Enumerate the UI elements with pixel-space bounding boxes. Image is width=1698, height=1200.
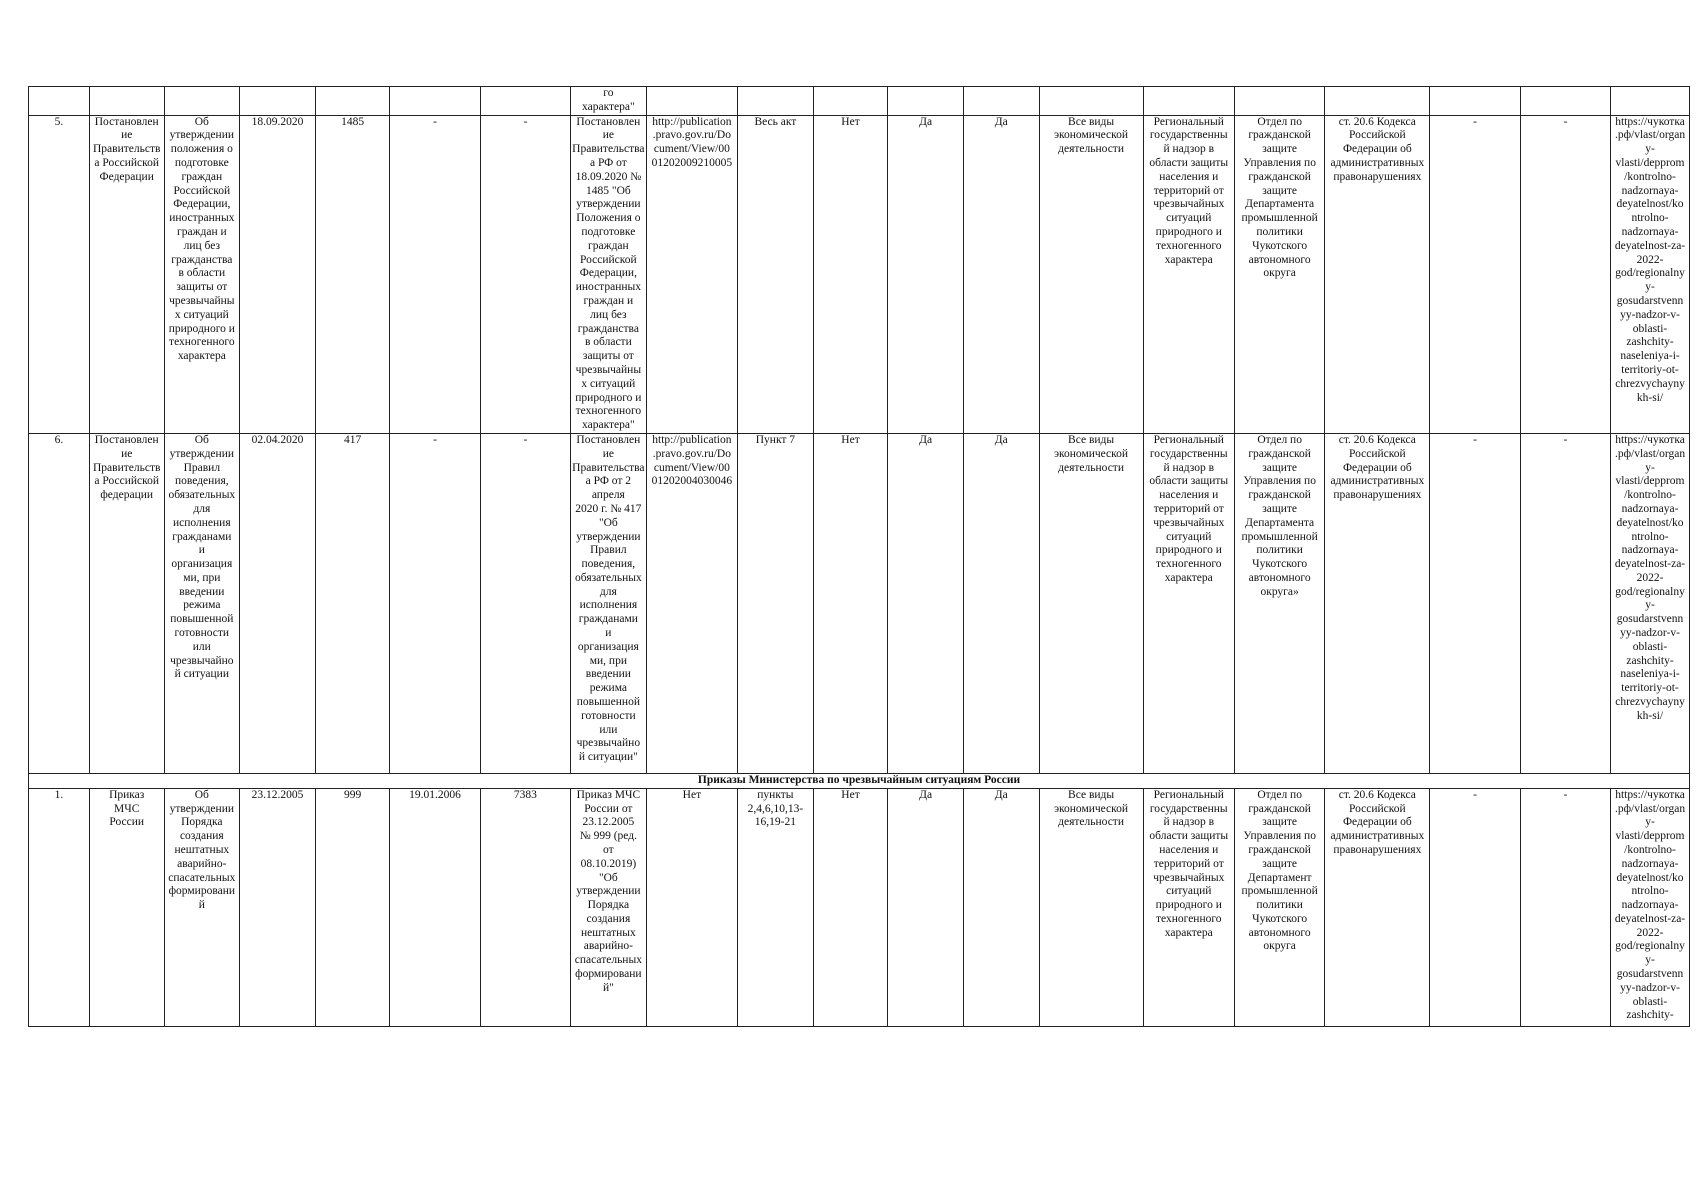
dash-cell: - — [1520, 433, 1610, 773]
dash-cell: - — [1520, 788, 1610, 1026]
liability-cell: ст. 20.6 Кодекса Российской Федерации об административных правонарушениях — [1325, 433, 1430, 773]
requirements-table — [28, 86, 1690, 1027]
dash-cell: - — [1430, 115, 1520, 433]
continuation-row — [29, 87, 1690, 116]
control-type-cell: Региональный государственны й надзор в области защиты населения и территорий от чрезвычайных ситуаций природного и техногенного характера — [1143, 788, 1234, 1026]
full-name-cell: го характера" — [571, 87, 647, 116]
document-type-cell: Постановлен ие Правительств а Российской Федерации — [89, 115, 164, 433]
dash-cell: - — [1430, 433, 1520, 773]
registration-number-cell: - — [480, 115, 570, 433]
table-row — [29, 115, 1690, 433]
flag-cell: Да — [888, 433, 964, 773]
activity-type-cell: Все виды экономической деятельности — [1039, 788, 1143, 1026]
flag-cell: Нет — [813, 115, 888, 433]
document-title-cell: Об утверждении Порядка создания нештатных аварийно- спасательных формировани й — [164, 788, 240, 1026]
guidance-url-cell: https://чукотка .рф/vlast/organ y- vlasti/depprom /kontrolno- nadzornaya- deyatelnost/ko ntrolno- nadzornaya- deyatelnost-za- 2022- god/regionalny y- gosudarstvenn yy-nadzor-v- oblasti- zashchity- naseleniya-i- territoriy-ot- chrezvychayny kh-si/ — [1611, 115, 1690, 433]
activity-type-cell: Все виды экономической деятельности — [1039, 115, 1143, 433]
row-number-cell: 5. — [29, 115, 90, 433]
control-authority-cell: Отдел по гражданской защите Управления по гражданской защите Департамент промышленной политики Чукотского автономного округа — [1234, 788, 1324, 1026]
document-number-cell: 417 — [315, 433, 390, 773]
document-title-cell: Об утверждении Правил поведения, обязательных для исполнения гражданами и организация ми, при введении режима повышенной готовности или чрезвычайно й ситуации — [164, 433, 240, 773]
registration-number-cell: 7383 — [480, 788, 570, 1026]
document-type-cell: Приказ МЧС России — [89, 788, 164, 1026]
registration-date-cell: - — [390, 115, 480, 433]
row-number-cell: 1. — [29, 788, 90, 1026]
guidance-url-cell: https://чукотка .рф/vlast/organ y- vlasti/depprom /kontrolno- nadzornaya- deyatelnost/ko ntrolno- nadzornaya- deyatelnost-za- 2022- god/regionalny y- gosudarstvenn yy-nadzor-v- oblasti- zashchity- — [1611, 788, 1690, 1026]
guidance-url-cell: https://чукотка .рф/vlast/organ y- vlasti/depprom /kontrolno- nadzornaya- deyatelnost/ko ntrolno- nadzornaya- deyatelnost-za- 2022- god/regionalny y- gosudarstvenn yy-nadzor-v- oblasti- zashchity- naseleniya-i- territoriy-ot- chrezvychayny kh-si/ — [1611, 433, 1690, 773]
document-number-cell: 999 — [315, 788, 390, 1026]
control-authority-cell: Отдел по гражданской защите Управления по гражданской защите Департамента промышленной политики Чукотского автономного округа» — [1234, 433, 1324, 773]
structural-units-cell: пункты 2,4,6,10,13- 16,19-21 — [738, 788, 814, 1026]
full-name-cell: Приказ МЧС России от 23.12.2005 № 999 (ред. от 08.10.2019) "Об утверждении Порядка создания нештатных аварийно- спасательных формировани й" — [571, 788, 647, 1026]
structural-units-cell: Пункт 7 — [738, 433, 814, 773]
control-type-cell: Региональный государственны й надзор в области защиты населения и территорий от чрезвычайных ситуаций природного и техногенного характера — [1143, 433, 1234, 773]
registration-number-cell: - — [480, 433, 570, 773]
flag-cell: Да — [888, 115, 964, 433]
dash-cell: - — [1520, 115, 1610, 433]
control-authority-cell: Отдел по гражданской защите Управления по гражданской защите Департамента промышленной политики Чукотского автономного округа — [1234, 115, 1324, 433]
full-name-cell: Постановлен ие Правительства а РФ от 18.09.2020 № 1485 "Об утверждении Положения о подготовке граждан Российской Федерации, иностранных граждан и лиц без гражданства в области защиты от чрезвычайны х ситуаций природного и техногенного характера" — [571, 115, 647, 433]
control-type-cell: Региональный государственны й надзор в области защиты населения и территорий от чрезвычайных ситуаций природного и техногенного характера — [1143, 115, 1234, 433]
publication-link-cell: Нет — [646, 788, 737, 1026]
flag-cell: Да — [888, 788, 964, 1026]
structural-units-cell: Весь акт — [738, 115, 814, 433]
liability-cell: ст. 20.6 Кодекса Российской Федерации об административных правонарушениях — [1325, 788, 1430, 1026]
liability-cell: ст. 20.6 Кодекса Российской Федерации об административных правонарушениях — [1325, 115, 1430, 433]
flag-cell: Да — [963, 788, 1039, 1026]
document-number-cell: 1485 — [315, 115, 390, 433]
flag-cell: Нет — [813, 788, 888, 1026]
registration-date-cell: - — [390, 433, 480, 773]
table-row — [29, 433, 1690, 773]
document-page — [28, 86, 1690, 1027]
registration-date-cell: 19.01.2006 — [390, 788, 480, 1026]
flag-cell: Нет — [813, 433, 888, 773]
section-title: Приказы Министерства по чрезвычайным ситуациям России — [29, 773, 1690, 788]
approval-date-cell: 02.04.2020 — [240, 433, 316, 773]
publication-link-cell: http://publication .pravo.gov.ru/Do cument/View/00 01202009210005 — [646, 115, 737, 433]
publication-link-cell: http://publication .pravo.gov.ru/Do cument/View/00 01202004030046 — [646, 433, 737, 773]
full-name-cell: Постановлен ие Правительства а РФ от 2 апреля 2020 г. № 417 "Об утверждении Правил поведения, обязательных для исполнения гражданами и организация ми, при введении режима повышенной готовности или чрезвычайно й ситуации" — [571, 433, 647, 773]
document-title-cell: Об утверждении положения о подготовке граждан Российской Федерации, иностранных граждан и лиц без гражданства в области защиты от чрезвычайны х ситуаций природного и техногенного характера — [164, 115, 240, 433]
flag-cell: Да — [963, 433, 1039, 773]
approval-date-cell: 23.12.2005 — [240, 788, 316, 1026]
dash-cell: - — [1430, 788, 1520, 1026]
flag-cell: Да — [963, 115, 1039, 433]
table-row — [29, 788, 1690, 1026]
approval-date-cell: 18.09.2020 — [240, 115, 316, 433]
activity-type-cell: Все виды экономической деятельности — [1039, 433, 1143, 773]
row-number-cell: 6. — [29, 433, 90, 773]
document-type-cell: Постановлен ие Правительств а Российской федерации — [89, 433, 164, 773]
section-header-row — [29, 773, 1690, 788]
